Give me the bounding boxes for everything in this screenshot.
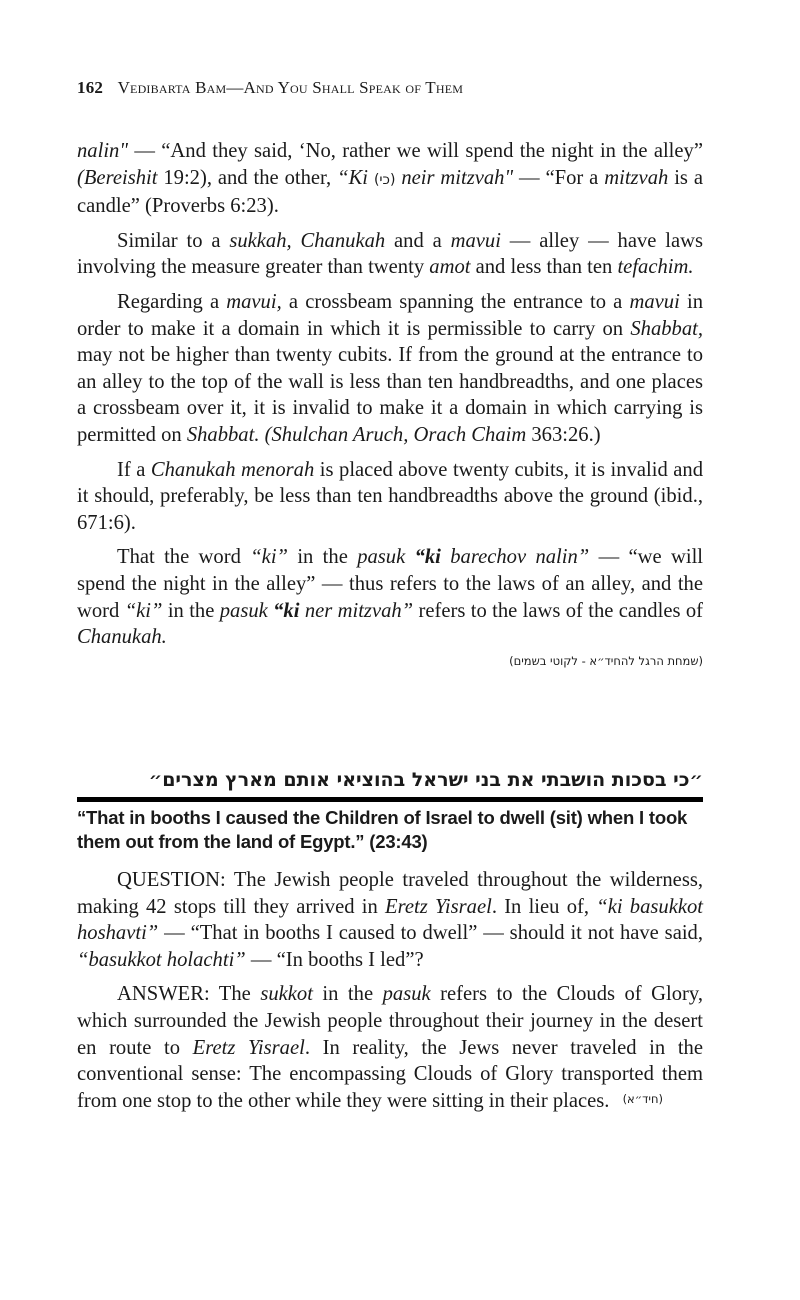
answer-paragraph	[77, 981, 703, 1114]
source-citation: (שמחת הרגל להחיד״א - לקוטי בשמים)	[509, 653, 703, 668]
italic-term: mavui	[629, 290, 680, 313]
text: If a	[117, 458, 151, 481]
italic-term: Chanukah.	[77, 626, 167, 649]
question-paragraph	[77, 867, 703, 973]
italic-term: “ki”	[250, 546, 288, 569]
italic-term: “basukkot holachti”	[77, 948, 246, 971]
hebrew-verse-title: ״כי בסכות הושבתי את בני ישראל בהוציאי אותם מארץ מצרים״	[148, 769, 703, 791]
text: — “we will spend the night in the alley” — thus refers to the laws of an alley, and the word	[77, 546, 704, 622]
italic-term: neir mitzvah"	[401, 166, 514, 189]
italic-term: Eretz Yisrael	[192, 1036, 305, 1059]
italic-term: Eretz Yisrael	[385, 895, 492, 918]
text: and a	[385, 229, 451, 252]
italic-term: pasuk	[357, 546, 406, 569]
paragraph	[77, 289, 703, 449]
italic-term: mitzvah	[604, 166, 669, 189]
source-citation: (חיד״א)	[622, 1091, 663, 1106]
text: refers to the Clouds of Glory, which surrounded the Jewish people throughout their journey in the desert en route to	[77, 983, 704, 1059]
section-heading	[77, 767, 703, 854]
text: . In reality, the Jews never traveled in the conventional sense: The encompassing Clouds of Glory transported them from one stop to the other while they were sitting in their places.	[77, 1036, 703, 1112]
text: is placed above twenty cubits, it is invalid and it should, preferably, be less than ten handbreadths above the ground (ibid., 671:6).	[77, 458, 703, 534]
italic-term: “Ki	[337, 166, 369, 189]
italic-term: sukkot	[260, 983, 313, 1006]
italic-term: “ki basukkot hoshavti”	[77, 895, 704, 945]
bold-term: “ki	[273, 599, 300, 622]
text: in order to make it a domain in which it is permissible to carry on	[77, 290, 703, 340]
text: — “In booths I led”?	[245, 948, 424, 971]
italic-term: ner mitzvah”	[304, 599, 414, 622]
text: is a candle” (Proverbs 6:23).	[77, 166, 703, 218]
text: 363:26.)	[526, 423, 601, 446]
text: — “That in booths I caused to dwell” — should it not have said,	[158, 922, 703, 945]
text: and less than ten	[470, 256, 618, 279]
text: — “And they said, ‘No, rather we will spend the night in the alley”	[127, 140, 703, 162]
italic-term: sukkah, Chanukah	[229, 229, 386, 252]
paragraph-continuation	[77, 138, 703, 220]
section-body-2	[77, 867, 703, 1122]
italic-term: “ki”	[124, 599, 163, 622]
page-number: 162	[77, 78, 104, 97]
italic-term: mavui	[450, 229, 501, 252]
italic-term: pasuk	[382, 983, 431, 1006]
text: may not be higher than twenty cubits. If from the ground at the entrance to an alley to the top of the wall is less than ten handbreadths, and one places a crossbeam over it, it is invalid to make it a domain in which carrying is permitted on	[77, 344, 703, 446]
text: in the	[162, 599, 220, 622]
text: QUESTION: The Jewish people traveled throughout the wilderness, making 42 stops till they arrived in	[77, 869, 703, 918]
text: refers to the laws of the candles of	[413, 599, 703, 622]
section-body-1	[77, 138, 703, 669]
italic-term: (Bereishit	[77, 166, 158, 189]
italic-term: tefachim.	[617, 256, 694, 279]
book-title: Vedibarta Bam—And You Shall Speak of Them	[117, 78, 464, 97]
heading-rule	[77, 797, 703, 802]
text: 19:2), and the other,	[157, 166, 338, 189]
paragraph	[77, 457, 703, 537]
text: Similar to a	[117, 229, 230, 252]
text: That the word	[117, 546, 251, 569]
text: . In lieu of,	[491, 895, 597, 918]
text: Regarding a	[117, 290, 227, 313]
paragraph	[77, 544, 703, 650]
italic-term: mavui,	[226, 290, 282, 313]
italic-term: Chanukah menorah	[150, 458, 315, 481]
text: — alley — have laws involving the measure greater than twenty	[77, 229, 704, 279]
text: in the	[288, 546, 358, 569]
text: — “For a	[513, 166, 605, 189]
running-head	[77, 78, 463, 98]
text: in the	[312, 983, 383, 1006]
paragraph	[77, 228, 703, 281]
english-verse-title: “That in booths I caused the Children of Israel to dwell (sit) when I took them out from the land of Egypt.” (23:43)	[77, 807, 688, 852]
text: a crossbeam spanning the entrance to a	[281, 290, 630, 313]
italic-term: Shabbat,	[630, 317, 703, 340]
italic-term: pasuk	[219, 599, 268, 622]
italic-term: amot	[429, 256, 471, 279]
italic-term: barechov nalin”	[450, 546, 590, 569]
text: ANSWER: The	[117, 983, 261, 1006]
bold-term: “ki	[414, 546, 441, 569]
italic-term: Shabbat. (Shulchan Aruch, Orach Chaim	[186, 423, 527, 446]
hebrew-inline: (כי)	[373, 171, 396, 188]
italic-term: nalin"	[77, 140, 128, 162]
